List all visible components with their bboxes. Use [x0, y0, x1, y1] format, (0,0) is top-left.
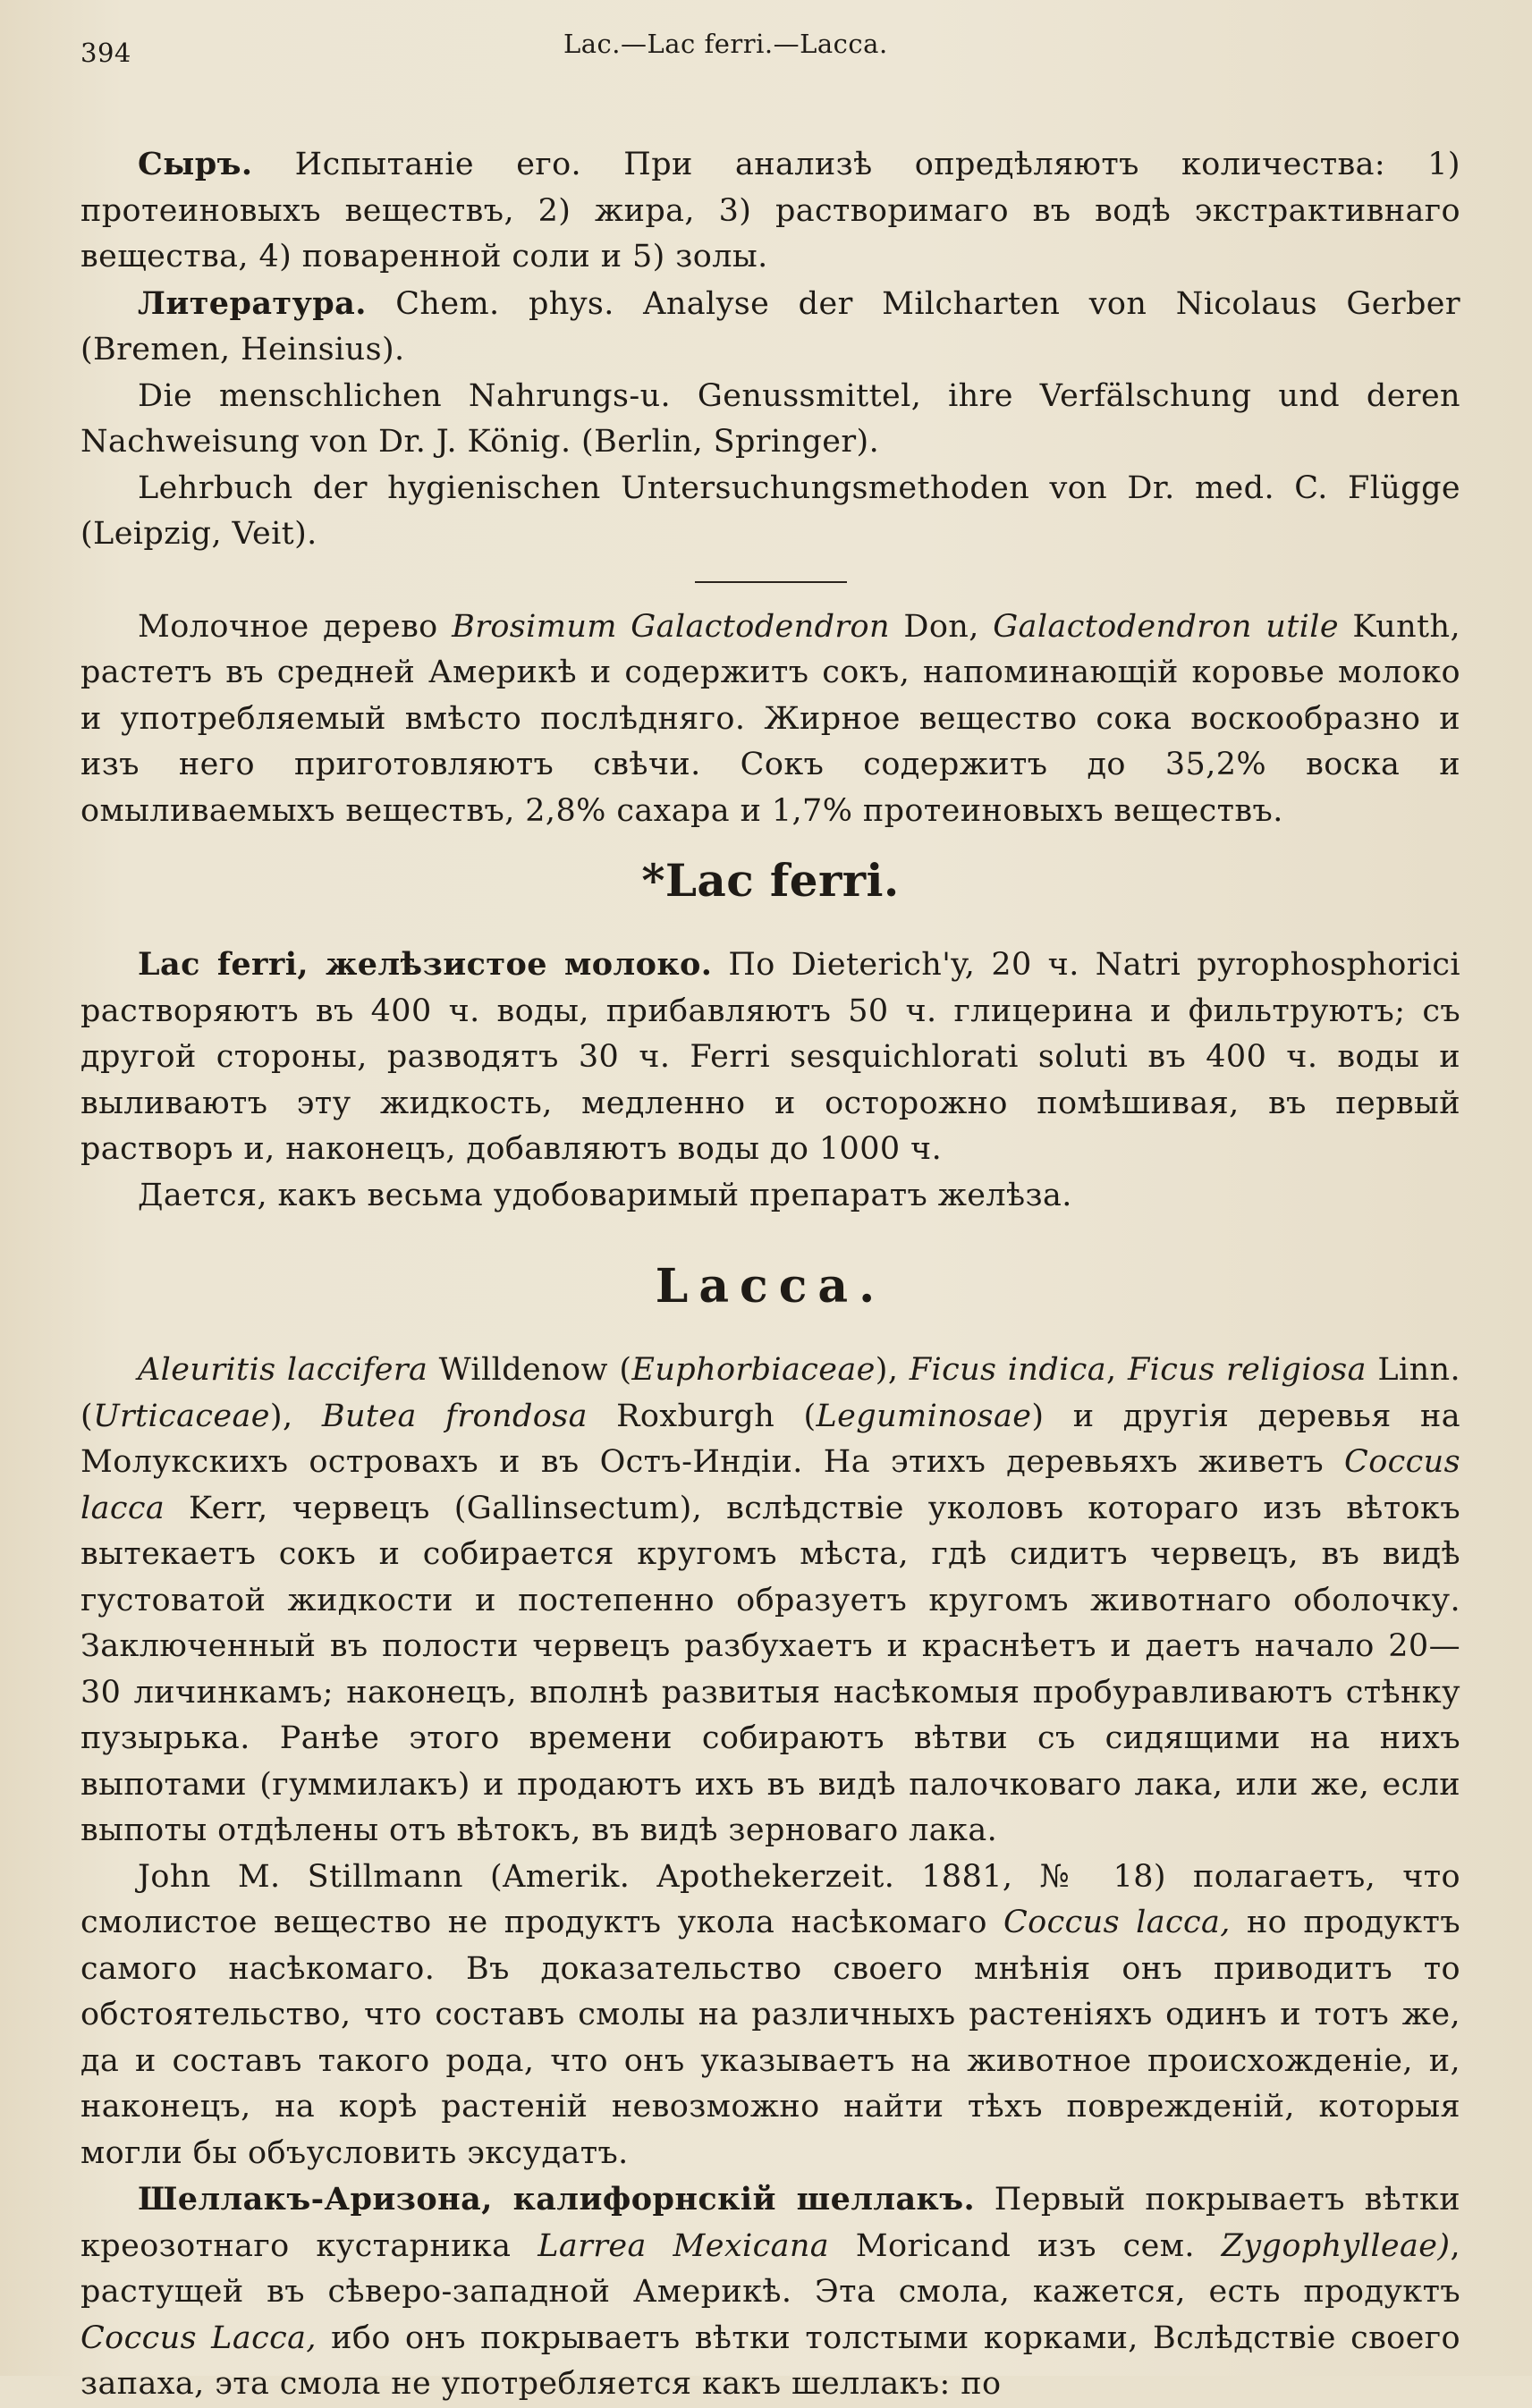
italic-term: Ficus religiosa — [1127, 1352, 1367, 1388]
page-number: 394 — [80, 38, 131, 68]
section-heading-lac-ferri: *Lac ferri. — [641, 854, 900, 907]
italic-term: Urticaceae — [93, 1398, 270, 1434]
italic-term: Coccus lacca — [80, 1444, 1460, 1526]
text-run: Don, — [889, 608, 994, 645]
paragraph-lac-ferri — [80, 942, 1460, 1173]
paragraph-reference-koenig — [80, 374, 1460, 466]
italic-term: Aleuritis laccifera — [138, 1352, 428, 1388]
paragraph-reference-fluegge — [80, 466, 1460, 558]
italic-term: Coccus Lacca, — [80, 2319, 317, 2356]
paragraph-stillmann — [80, 1855, 1460, 2177]
lead-term: Шеллакъ-Аризона, калифорнскій шеллакъ. — [138, 2181, 976, 2218]
paragraph-text: Испытаніе его. При анализѣ опредѣляютъ количества: 1) протеиновыхъ веществъ, 2) жира, 3) растворимаго въ водѣ экстрактивнаго вещества, 4) поваренной соли и 5) золы. — [80, 147, 1460, 275]
text-run: , растущей въ сѣверо-западной Америкѣ. Эта смола, кажется, есть продуктъ — [80, 2227, 1460, 2310]
italic-term: Euphorbiaceae — [631, 1352, 876, 1388]
text-run: ), — [875, 1352, 910, 1388]
paragraph-milk-tree — [80, 604, 1460, 835]
text-run: Moricand изъ сем. — [829, 2227, 1222, 2264]
italic-term: Galactodendron utile — [993, 608, 1339, 645]
text-run: John M. Stillmann (Amerik. Apothekerzeit. 1881, № 18) полагаетъ, что смолистое вещество не продуктъ укола насѣкомаго — [80, 1858, 1460, 1940]
text-run: Willdenow ( — [427, 1352, 632, 1388]
paragraph-lac-ferri-usage — [80, 1173, 1460, 1220]
text-run: Первый покрываетъ вѣтки креозотнаго кустарника — [80, 2182, 1460, 2264]
italic-term: Leguminosae — [816, 1398, 1032, 1434]
text-run: ), — [269, 1398, 322, 1434]
lead-term: Сыръ. — [138, 146, 253, 182]
text-run: ) и другія деревья на Молукскихъ островахъ и въ Остъ-Индіи. На этихъ деревьяхъ живетъ — [80, 1398, 1460, 1480]
text-run: Молочное дерево — [138, 608, 453, 645]
text-run: Kerr, червецъ (Gallinsectum), вслѣдствіе уколовъ котораго изъ вѣтокъ вытекаетъ сокъ и собирается кругомъ мѣста, гдѣ сидитъ червецъ, въ видѣ густоватой жидкости и постепенно образуетъ кругомъ животнаго оболочку. Заключенный въ полости червецъ разбухаетъ и краснѣетъ и даетъ начало 20—30 личинкамъ; наконецъ, вполнѣ развитыя насѣкомыя пробуравливаютъ стѣнку пузырька. Ранѣе этого времени собираютъ вѣтви съ сидящими на нихъ выпотами (гуммилакъ) и продаютъ ихъ въ видѣ палочковаго лака, или же, если выпоты отдѣлены отъ вѣтокъ, въ видѣ зерноваго лака. — [80, 1490, 1460, 1848]
paragraph-cheese — [80, 141, 1460, 281]
italic-term: Coccus lacca, — [1003, 1905, 1231, 1940]
running-title: Lac.—Lac ferri.—Lacca. — [563, 29, 888, 59]
paragraph-literature — [80, 281, 1460, 374]
lead-term: Lac ferri, желѣзистое молоко. — [138, 946, 713, 983]
text-run: Linn. ( — [80, 1352, 1461, 1434]
section-heading-lacca: Lacca. — [655, 1259, 886, 1314]
italic-term: Brosimum Galactodendron — [452, 608, 890, 645]
running-head — [80, 27, 1460, 80]
text-run: Roxburgh ( — [587, 1398, 817, 1434]
paragraph-lacca-sources — [80, 1348, 1460, 1855]
body-text — [80, 141, 1460, 2408]
text-run: , — [1106, 1352, 1128, 1388]
italic-term: Ficus indica — [909, 1352, 1107, 1388]
text-run: но продуктъ самого насѣкомаго. Въ доказательство своего мнѣнія онъ приводитъ то обстоятельство, что составъ смолы на различныхъ растеніяхъ одинъ и тотъ же, да и составъ такого рода, что онъ указываетъ на животное происхожденіе, и, наконецъ, на корѣ растеній невозможно найти тѣхъ поврежденій, которыя могли бы объусловить эксудатъ. — [80, 1905, 1460, 2171]
paragraph-text: Lehrbuch der hygienischen Untersuchungsmethoden von Dr. med. C. Flügge (Leipzig, Veit). — [80, 469, 1460, 552]
paragraph-text: Дается, какъ весьма удобоваримый препаратъ желѣза. — [138, 1177, 1072, 1213]
italic-term: Zygophylleae) — [1221, 2227, 1451, 2264]
text-run: ибо онъ покрываетъ вѣтки толстыми корками, Вслѣдствіе своего запаха, эта смола не употребляется какъ шеллакъ: по — [80, 2319, 1460, 2402]
paragraph-shellac-arizona — [80, 2176, 1460, 2408]
italic-term: Butea frondosa — [321, 1398, 588, 1434]
italic-term: Larrea Mexicana — [537, 2227, 830, 2264]
section-divider — [695, 581, 847, 583]
paragraph-text: Chem. phys. Analyse der Milcharten von Nicolaus Gerber (Bremen, Heinsius). — [80, 285, 1460, 368]
lead-term: Литература. — [138, 284, 367, 322]
paragraph-text: По Dieterich'y, 20 ч. Natri pyrophosphorici растворяютъ въ 400 ч. воды, прибавляютъ 50 ч. глицерина и фильтруютъ; съ другой стороны, разводятъ 30 ч. Ferri sesquichlorati soluti въ 400 ч. воды и выливаютъ эту жидкость, медленно и осторожно помѣшивая, въ первый растворъ и, наконецъ, добавляютъ воды до 1000 ч. — [80, 947, 1460, 1167]
paragraph-text: Die menschlichen Nahrungs-u. Genussmittel, ihre Verfälschung und deren Nachweisung von Dr. J. König. (Berlin, Springer). — [80, 377, 1460, 460]
text-run: Kunth, растетъ въ средней Америкѣ и содержитъ сокъ, напоминающій коровье молоко и употребляемый вмѣсто послѣдняго. Жирное вещество сока воскообразно и изъ него приготовляютъ свѣчи. Сокъ содержитъ до 35,2% воска и омыливаемыхъ веществъ, 2,8% сахара и 1,7% протеиновыхъ веществъ. — [80, 608, 1460, 829]
